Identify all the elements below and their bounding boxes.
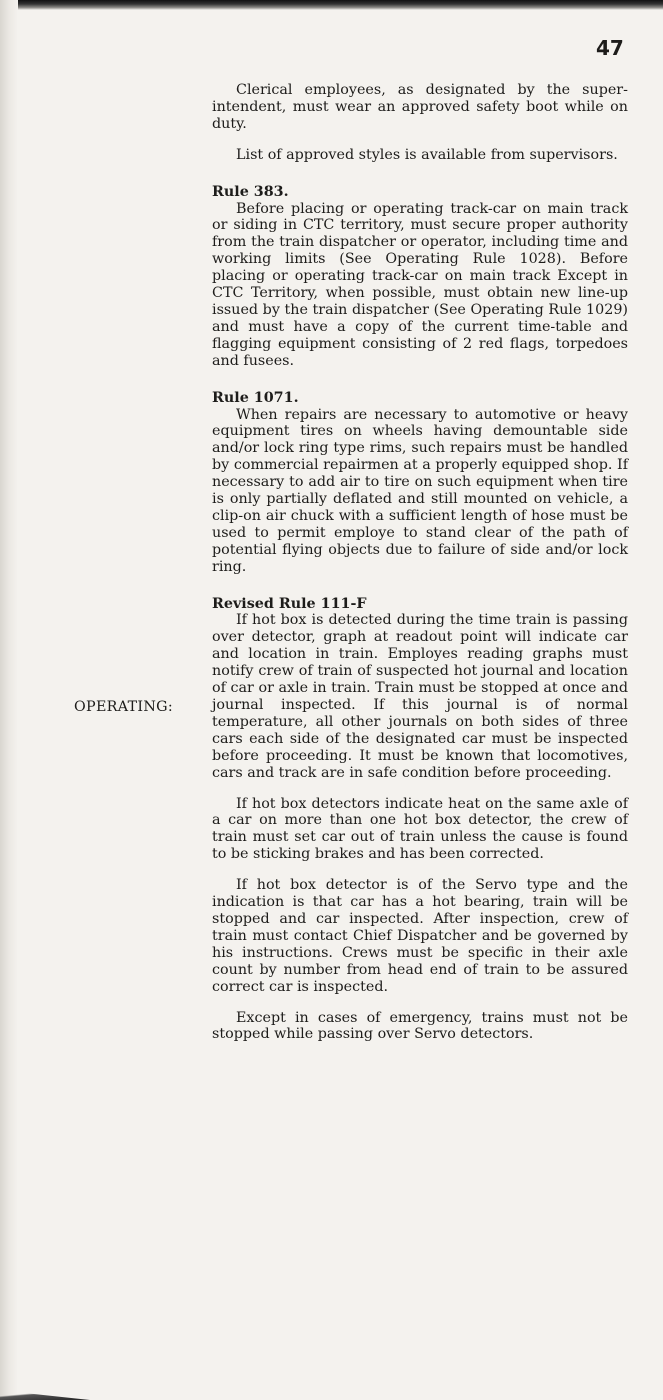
- paragraph: Before placing or operating track-car on main track or siding in CTC territory, must secure proper authority from the train dispatcher or operator, including time and working limits (See Operating Rule 1028). Before placing or operating track-car on main track Except in CTC Territory, when possible, must obtain new line-up issued by the train dispatcher (See Operating Rule 1029) and must have a copy of the current time-table and flagging equipment consisting of 2 red flags, torpedoes and fusees.: [212, 200, 628, 369]
- rule-1071-section: [212, 390, 628, 576]
- rule-heading: Rule 383.: [212, 183, 289, 200]
- paragraph: If hot box is detected during the time train is passing over detector, graph at readout point will indicate car and location in train. Employes reading graphs must notify crew of train of suspected hot journal and location of car or axle in train. Train must be stopped at once and journal inspected. If this journal is of normal temperature, all other journals on both sides of three cars each side of the designated car must be inspected before proceeding. It must be known that locomotives, cars and track are in safe condition before proceeding.: [212, 612, 628, 781]
- paragraph: If hot box detector is of the Servo type and the indication is that car has a hot bearing, train will be stopped and car inspected. After inspection, crew of train must contact Chief Dispatcher and be governed by his instructions. Crews must be specific in their axle count by number from head end of train to be assured correct car is inspected.: [212, 877, 628, 995]
- scan-left-edge: [0, 0, 18, 1400]
- section-label-operating: OPERATING:: [74, 699, 174, 715]
- rule-heading: Revised Rule 111-F: [212, 595, 367, 612]
- rule-383-section: [212, 184, 628, 370]
- paragraph: If hot box detectors indicate heat on the same axle of a car on more than one hot box detector, the crew of train must set car out of train unless the cause is found to be sticking brakes and has been corrected.: [212, 795, 628, 863]
- paragraph: When repairs are necessary to automotive or heavy equipment tires on wheels having demountable side and/or lock ring type rims, such repairs must be handled by commercial repairmen at a properly equipped shop. If necessary to add air to tire on such equipment when tire is only partially deflated and still mounted on vehicle, a clip-on air chuck with a sufficient length of hose must be used to permit employe to stand clear of the path of potential flying objects due to failure of side and/or lock ring.: [212, 406, 628, 575]
- scan-top-edge: [0, 0, 663, 10]
- text-column: [212, 82, 628, 1043]
- intro-section: [212, 82, 628, 164]
- rule-heading: Rule 1071.: [212, 389, 299, 406]
- rule-111f-section: [212, 596, 628, 1044]
- page-number: 47: [596, 36, 624, 60]
- paragraph: Except in cases of emergency, trains must not be stopped while passing over Servo detectors.: [212, 1009, 628, 1043]
- paragraph: Clerical employees, as designated by the superintendent, must wear an approved safety boot while on duty.: [212, 82, 628, 132]
- paragraph: List of approved styles is available from supervisors.: [236, 146, 618, 163]
